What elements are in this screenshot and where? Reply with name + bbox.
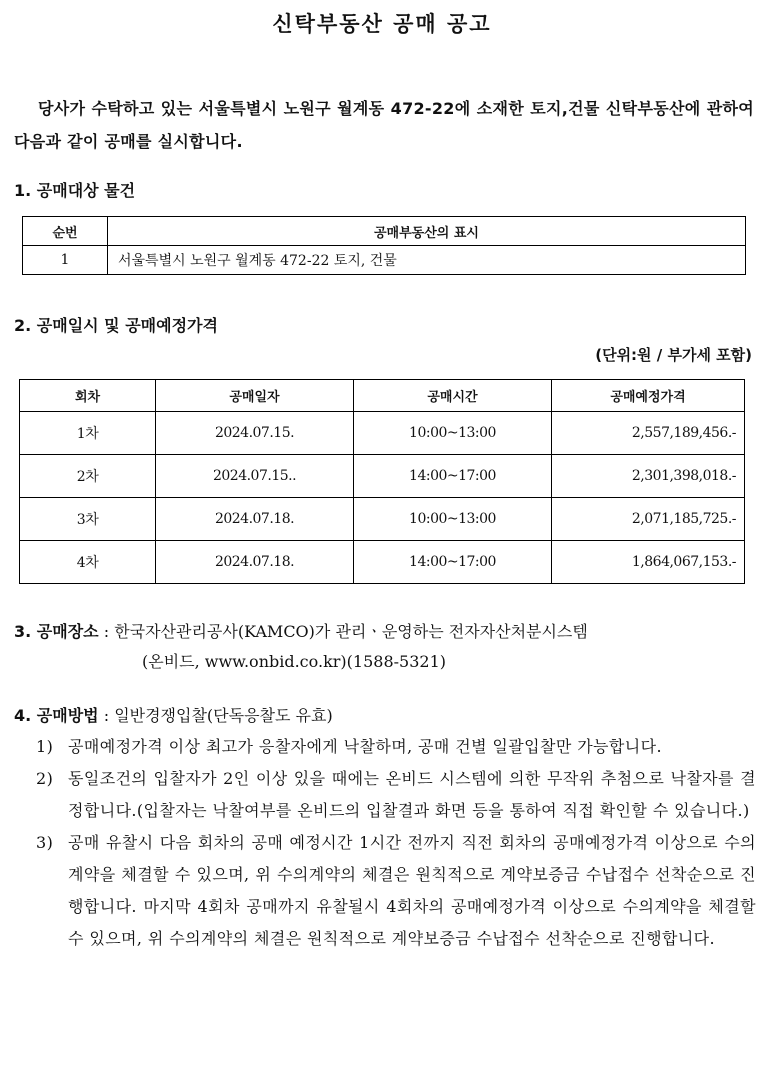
price-cell: 2,557,189,456.- [552, 412, 745, 455]
list-text: 공매 유찰시 다음 회차의 공매 예정시간 1시간 전까지 직전 회차의 공매예정가격 이상으로 수의계약을 체결할 수 있으며, 위 수의계약의 체결은 원칙적으로 계약보증금 수납접수 선착순으로 진행합니다. 마지막 4회차 공매까지 유찰될시 4회차의 공매예정가격 이상으로 수의계약을 체결할 수 있으며, 위 수의계약의 체결은 원칙적으로 계약보증금 수납접수 선착순으로 진행합니다. [68, 833, 756, 948]
round-cell: 2차 [20, 455, 156, 498]
method-list [36, 731, 756, 955]
section3 [14, 617, 754, 677]
list-number: 3) [36, 833, 54, 852]
list-item [36, 827, 756, 955]
column-header: 공매일자 [156, 380, 354, 412]
column-header: 공매예정가격 [552, 380, 745, 412]
time-cell: 14:00~17:00 [354, 541, 552, 584]
date-cell: 2024.07.15.. [156, 455, 354, 498]
list-text: 동일조건의 입찰자가 2인 이상 있을 때에는 온비드 시스템에 의한 무작위 추첨으로 낙찰자를 결정합니다.(입찰자는 낙찰여부를 온비드의 입찰결과 화면 등을 통하여 직접 확인할 수 있습니다.) [68, 769, 756, 820]
column-header: 회차 [20, 380, 156, 412]
table-row [20, 541, 745, 584]
section2-heading: 2. 공매일시 및 공매예정가격 [14, 316, 218, 335]
price-cell: 2,301,398,018.- [552, 455, 745, 498]
round-cell: 4차 [20, 541, 156, 584]
table-row [20, 498, 745, 541]
unit-note: (단위:원 / 부가세 포함) [595, 346, 752, 364]
section3-line2: (온비드, www.onbid.co.kr)(1588-5321) [142, 652, 446, 671]
round-cell: 3차 [20, 498, 156, 541]
price-cell: 2,071,185,725.- [552, 498, 745, 541]
table-header-row [20, 380, 745, 412]
row-number: 1 [23, 246, 108, 275]
list-text: 공매예정가격 이상 최고가 응찰자에게 낙찰하며, 공매 건별 일괄입찰만 가능합니다. [68, 737, 662, 756]
list-item [36, 731, 756, 763]
section3-label: 3. 공매장소 [14, 622, 99, 641]
section3-line1: 한국자산관리공사(KAMCO)가 관리ㆍ운영하는 전자자산처분시스템 [114, 622, 588, 641]
table-row [20, 455, 745, 498]
column-header: 순번 [23, 217, 108, 246]
intro-paragraph: 당사가 수탁하고 있는 서울특별시 노원구 월계동 472-22에 소재한 토지,건물 신탁부동산에 관하여 다음과 같이 공매를 실시합니다. [14, 99, 754, 151]
date-cell: 2024.07.18. [156, 498, 354, 541]
time-cell: 14:00~17:00 [354, 455, 552, 498]
time-cell: 10:00~13:00 [354, 412, 552, 455]
section4 [14, 701, 754, 731]
table-row [20, 412, 745, 455]
colon: : [103, 622, 115, 641]
colon: : [103, 706, 115, 725]
column-header: 공매부동산의 표시 [108, 217, 746, 246]
date-cell: 2024.07.18. [156, 541, 354, 584]
section4-text: 일반경쟁입찰(단독응찰도 유효) [114, 706, 333, 725]
section4-label: 4. 공매방법 [14, 706, 99, 725]
list-number: 1) [36, 737, 54, 756]
time-cell: 10:00~13:00 [354, 498, 552, 541]
column-header: 공매시간 [354, 380, 552, 412]
table-row [23, 246, 746, 275]
page-title: 신탁부동산 공매 공고 [272, 12, 492, 36]
list-number: 2) [36, 769, 54, 788]
list-item [36, 763, 756, 827]
property-table [22, 216, 746, 275]
table-header-row [23, 217, 746, 246]
schedule-table [19, 379, 745, 584]
date-cell: 2024.07.15. [156, 412, 354, 455]
section1-heading: 1. 공매대상 물건 [14, 181, 136, 200]
price-cell: 1,864,067,153.- [552, 541, 745, 584]
property-description: 서울특별시 노원구 월계동 472-22 토지, 건물 [108, 246, 746, 275]
round-cell: 1차 [20, 412, 156, 455]
